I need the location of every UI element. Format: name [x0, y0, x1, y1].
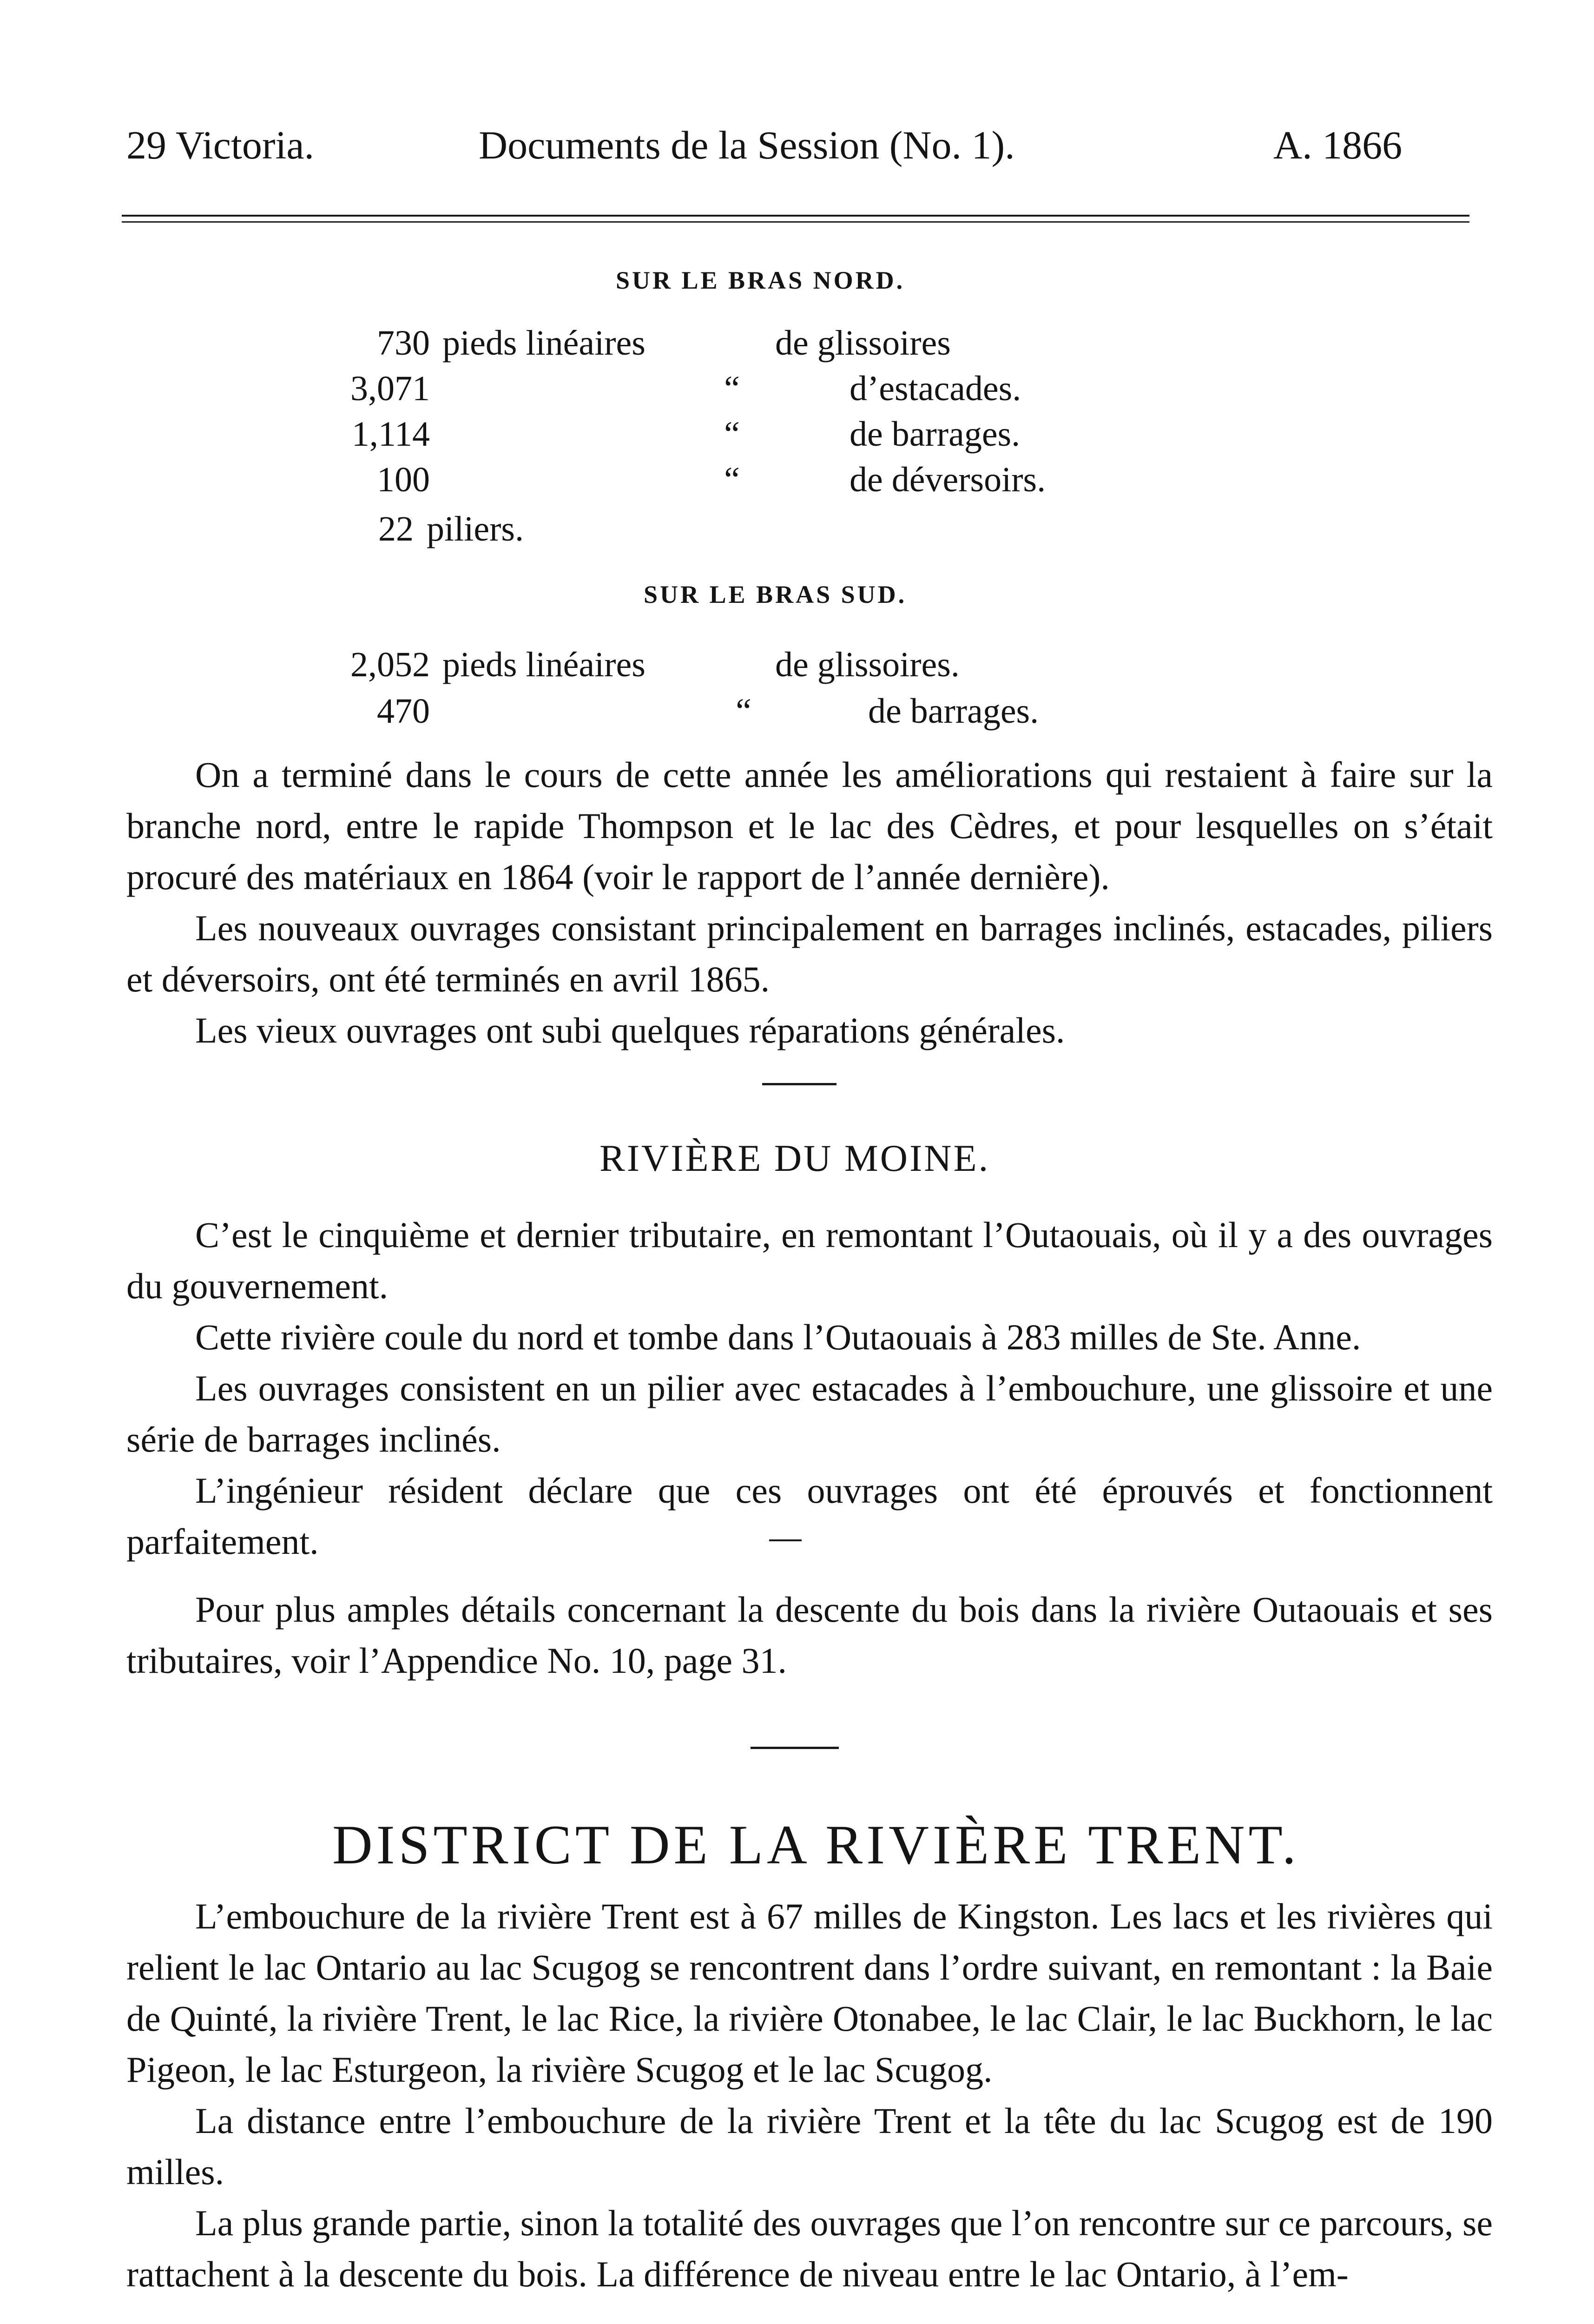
header-center: Documents de la Session (No. 1).	[479, 123, 1015, 167]
paragraph: La distance entre l’embouchure de la rivière Trent et la tête du lac Scugog est de 190 milles.	[126, 2100, 1493, 2192]
paragraph: Les nouveaux ouvrages consistant principalement en barrages inclinés, estacades, piliers et déversoirs, ont été terminés en avril 1865.	[126, 908, 1493, 999]
sud-row-desc: de barrages.	[868, 692, 1039, 731]
nord-row-unit: piliers.	[427, 509, 524, 548]
header-rule-top	[122, 215, 1469, 217]
nord-row-num: 730	[377, 324, 430, 363]
paragraph-block-1	[126, 749, 1493, 1056]
appendix-note: Pour plus amples détails concernant la descente du bois dans la rivière Outaouais et ses tributaires, voir l’Appendice No. 10, page 31.	[126, 1589, 1493, 1681]
paragraph: Les ouvrages consistent en un pilier avec estacades à l’embouchure, une glissoire et une série de barrages inclinés.	[126, 1368, 1493, 1459]
trent-paragraphs	[126, 1891, 1493, 2300]
nord-row-unit: pieds linéaires	[442, 324, 646, 363]
paragraph: On a terminé dans le cours de cette année les améliorations qui restaient à faire sur la branche nord, entre le rapide Thompson et le lac des Cèdres, et pour lesquelles on s’était procuré des matériaux en 1864 (voir le rapport de l’année dernière).	[126, 754, 1493, 897]
moine-paragraphs	[126, 1209, 1493, 1567]
header-rule-bottom	[122, 221, 1469, 223]
sud-row-num: 2,052	[350, 645, 430, 684]
sud-row	[0, 689, 1594, 735]
nord-row-desc: de glissoires	[775, 324, 951, 363]
sud-row	[0, 642, 1594, 689]
section-divider	[751, 1747, 839, 1749]
trent-title: DISTRICT DE LA RIVIÈRE TRENT.	[332, 1814, 1300, 1875]
ditto-mark: “	[724, 369, 740, 408]
paragraph: Cette rivière coule du nord et tombe dans l’Outaouais à 283 milles de Ste. Anne.	[195, 1317, 1361, 1357]
ditto-mark: “	[724, 415, 740, 454]
header-right: A. 1866	[1273, 123, 1403, 167]
header-left: 29 Victoria.	[126, 123, 315, 167]
sud-row-unit: pieds linéaires	[442, 645, 646, 684]
nord-row-desc: d’estacades.	[850, 369, 1021, 408]
sud-row-num: 470	[377, 692, 430, 731]
paragraph: L’embouchure de la rivière Trent est à 67 milles de Kingston. Les lacs et les rivières qui relient le lac Ontario au lac Scugog se rencontrent dans l’ordre suivant, en remontant : la Baie de Quinté, la rivière Trent, le lac Rice, la rivière Otonabee, le lac Clair, le lac Buckhorn, le lac Pigeon, le lac Esturgeon, la rivière Scugog et le lac Scugog.	[126, 1896, 1493, 2090]
moine-title: RIVIÈRE DU MOINE.	[599, 1137, 990, 1179]
paragraph: Les vieux ouvrages ont subi quelques réparations générales.	[195, 1010, 1065, 1050]
sud-row-desc: de glissoires.	[775, 645, 960, 684]
section-divider	[762, 1083, 837, 1085]
nord-row-num: 22	[378, 509, 414, 548]
nord-row-num: 3,071	[350, 369, 430, 408]
dash-divider	[769, 1539, 802, 1541]
nord-row	[0, 507, 1594, 553]
sud-heading: SUR LE BRAS SUD.	[644, 581, 907, 608]
nord-row	[0, 321, 1594, 367]
nord-row	[0, 457, 1594, 504]
ditto-mark: “	[724, 460, 740, 499]
nord-row-desc: de barrages.	[850, 415, 1021, 454]
appendix-note-block	[126, 1584, 1493, 1686]
nord-row-num: 100	[377, 460, 430, 499]
nord-row-desc: de déversoirs.	[850, 460, 1046, 499]
paragraph: La plus grande partie, sinon la totalité des ouvrages que l’on rencontre sur ce parcours, se rattachent à la descente du bois. La différence de niveau entre le lac Ontario, à l’em-	[126, 2203, 1493, 2294]
nord-heading: SUR LE BRAS NORD.	[616, 266, 905, 294]
paragraph: C’est le cinquième et dernier tributaire, en remontant l’Outaouais, où il y a des ouvrages du gouvernement.	[126, 1215, 1493, 1306]
nord-row	[0, 412, 1594, 458]
ditto-mark: “	[736, 692, 751, 731]
nord-row-num: 1,114	[351, 415, 430, 454]
nord-row	[0, 366, 1594, 413]
paragraph: L’ingénieur résident déclare que ces ouvrages ont été éprouvés et fonctionnent parfaitement.	[126, 1470, 1493, 1562]
